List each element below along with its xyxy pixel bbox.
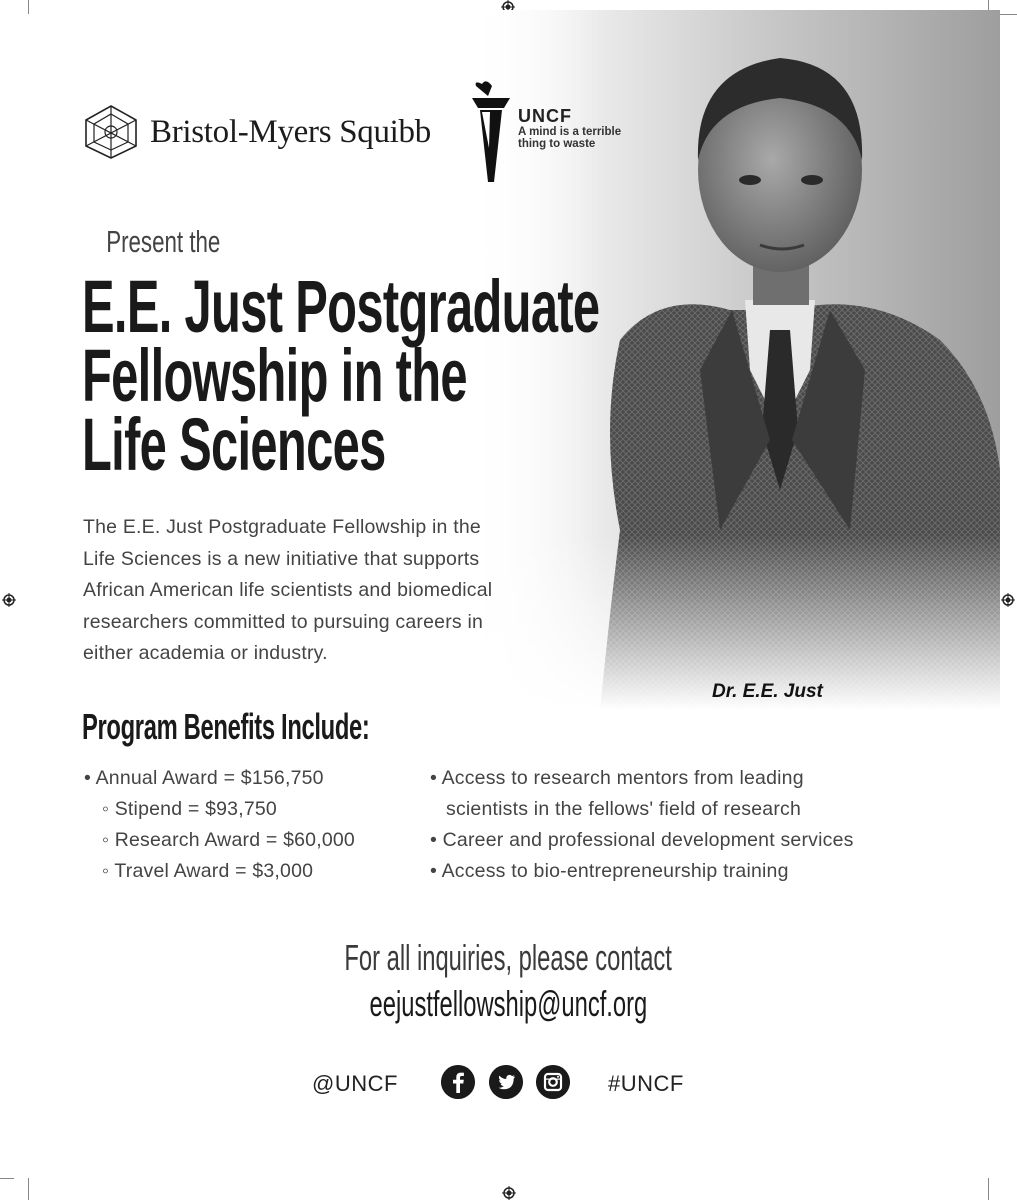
bms-name: Bristol-Myers Squibb: [150, 113, 431, 150]
facebook-icon[interactable]: [441, 1065, 475, 1099]
title-line: Fellowship in the: [82, 334, 467, 417]
photo-caption: Dr. E.E. Just: [712, 681, 823, 702]
crop-mark: [28, 0, 29, 14]
benefits-list-right: [430, 763, 854, 887]
description-line: The E.E. Just Postgraduate Fellowship in the: [83, 516, 481, 538]
instagram-icon[interactable]: [536, 1065, 570, 1099]
uncf-tagline: A mind is a terrible: [518, 126, 622, 138]
title-line: E.E. Just Postgraduate: [82, 265, 600, 348]
title-line: Life Sciences: [82, 403, 386, 486]
contact-email-link[interactable]: eejustfellowship@uncf.org: [369, 983, 648, 1024]
contact-line: [0, 937, 1017, 979]
benefit-item-continuation: scientists in the fellows' field of research: [446, 798, 802, 820]
benefit-subitem: ◦ Stipend = $93,750: [102, 798, 277, 820]
crop-mark: [988, 1178, 989, 1200]
uncf-logo: [470, 78, 621, 182]
torch-icon: [470, 78, 512, 182]
description-line: researchers committed to pursuing careers in: [83, 610, 484, 633]
registration-mark-icon: [502, 1186, 516, 1200]
uncf-tagline: thing to waste: [518, 138, 596, 150]
description: [83, 512, 603, 670]
description-line: Life Sciences is a new initiative that supports: [83, 547, 480, 570]
description-line: African American life scientists and biomedical: [83, 579, 493, 601]
benefits-heading: Program Benefits Include:: [82, 706, 370, 747]
uncf-name: UNCF: [518, 106, 572, 126]
benefits-list-left: [84, 763, 355, 887]
benefit-subitem: ◦ Research Award = $60,000: [102, 829, 355, 851]
fellowship-title: [82, 265, 866, 486]
benefit-item: • Annual Award = $156,750: [84, 767, 324, 789]
bms-mark-icon: [82, 104, 140, 160]
benefit-item: • Access to bio-entrepreneurship training: [430, 860, 789, 882]
social-handle[interactable]: @UNCF: [312, 1071, 398, 1096]
bms-logo: [82, 104, 431, 160]
benefit-item: • Career and professional development services: [430, 829, 854, 851]
contact-text: For all inquiries, please contact: [344, 937, 673, 978]
description-line: either academia or industry.: [83, 642, 328, 664]
crop-mark: [28, 1178, 29, 1200]
benefit-subitem: ◦ Travel Award = $3,000: [102, 860, 314, 882]
benefit-item: • Access to research mentors from leading: [430, 767, 804, 789]
contact-email[interactable]: [0, 983, 1017, 1025]
twitter-icon[interactable]: [489, 1065, 523, 1099]
crop-mark: [0, 1178, 14, 1179]
social-row: [0, 1063, 1017, 1107]
social-hashtag[interactable]: #UNCF: [608, 1071, 684, 1096]
registration-mark-icon: [2, 593, 16, 607]
present-intro: Present the: [106, 224, 221, 259]
registration-mark-icon: [1001, 593, 1015, 607]
